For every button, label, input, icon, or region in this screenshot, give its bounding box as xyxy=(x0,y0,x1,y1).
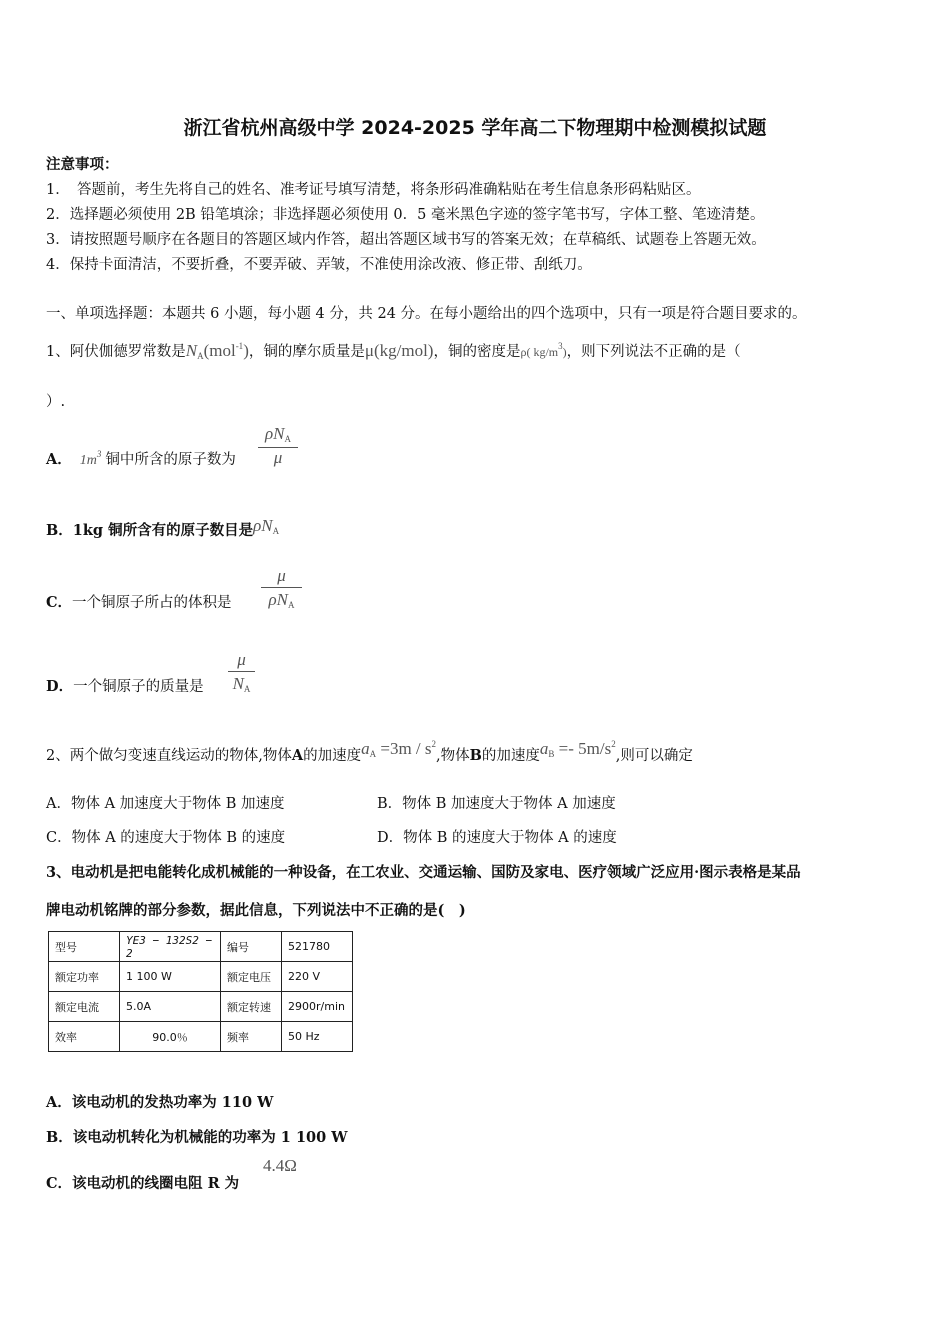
q1-stem-c: ，铜的密度是 xyxy=(433,344,521,360)
q1-option-a[interactable]: A． $1m^3$ 铜中所含的原子数为 xyxy=(46,449,236,468)
q1-option-c[interactable]: C．一个铜原子所占的体积是 xyxy=(46,594,232,611)
page-title: 浙江省杭州高级中学 2024-2025 学年高二下物理期中检测模拟试题 xyxy=(183,117,767,139)
q2-option-c[interactable]: C．物体 A 的速度大于物体 B 的速度 xyxy=(46,830,286,846)
table-row: 型号 YE3 − 132S2 − 2 编号 521780 xyxy=(49,932,353,962)
table-row: 效率 90.0％ 频率 50 Hz xyxy=(49,1022,353,1052)
table-row: 额定电流 5.0A 额定转速 2900r/min xyxy=(49,992,353,1022)
q1-stem-b: ，铜的摩尔质量是 xyxy=(248,344,365,360)
note-item-4: 4．保持卡面清洁，不要折叠，不要弄破、弄皱，不准使用涂改液、修正带、刮纸刀。 xyxy=(46,257,592,273)
q3-option-c[interactable]: C．该电动机的线圈电阻 R 为 xyxy=(46,1175,240,1192)
q2-option-a[interactable]: A．物体 A 加速度大于物体 B 加速度 xyxy=(46,796,285,812)
q3-option-c-value: 4.4Ω xyxy=(263,1156,297,1175)
q1-stem xyxy=(46,340,741,361)
note-item-3: 3．请按照题号顺序在各题目的答题区域内作答，超出答题区域书写的答案无效；在草稿纸、试题卷上答题无效。 xyxy=(46,232,766,248)
q1-option-b[interactable]: B．1kg 铜所含有的原子数目是$\rho N_A$ xyxy=(46,516,280,539)
q1-na-symbol: $N_A(mol^{-1})$ xyxy=(185,341,249,361)
q1-rho-symbol: ρ( $kg/m^3$) xyxy=(520,341,567,359)
q3-option-a[interactable]: A．该电动机的发热功率为 110 W xyxy=(46,1094,274,1111)
table-row: 额定功率 1 100 W 额定电压 220 V xyxy=(49,962,353,992)
q2-option-b[interactable]: B．物体 B 加速度大于物体 A 加速度 xyxy=(377,796,616,812)
q1-mu-symbol: μ(kg/mol) xyxy=(364,341,434,360)
q2-stem: 2、两个做匀变速直线运动的物体,物体A的加速度$a_A =3m / s^2$,物体B的加速度$a_B =- 5m/s^2$,则可以确定 xyxy=(46,739,693,764)
note-item-2: 2．选择题必须使用 2B 铅笔填涂；非选择题必须使用 0．5 毫米黑色字迹的签字笔书写，字体工整、笔迹清楚。 xyxy=(46,207,765,223)
q1-stem-a: 1、阿伏伽德罗常数是 xyxy=(46,344,186,360)
q1-stem-end: ）. xyxy=(46,394,66,410)
q1-option-c-fraction: μ $\rho N_A$ xyxy=(261,566,302,612)
section-1-heading: 一、单项选择题：本题共 6 小题，每小题 4 分，共 24 分。在每小题给出的四个选项中，只有一项是符合题目要求的。 xyxy=(46,306,807,322)
q2-option-d[interactable]: D．物体 B 的速度大于物体 A 的速度 xyxy=(377,830,617,846)
q2-aa-expr: $a_A =3m / s^2$ xyxy=(361,739,437,759)
q1-m3-symbol: $1m^3$ xyxy=(79,449,102,468)
notes-heading: 注意事项： xyxy=(46,156,119,173)
q3-stem-line-2: 牌电动机铭牌的部分参数，据此信息，下列说法中不正确的是( ) xyxy=(46,902,466,919)
q1-option-a-fraction: $\rho N_A$ μ xyxy=(258,424,298,468)
q1-option-d-fraction: μ $N_A$ xyxy=(228,650,255,696)
q1-option-d[interactable]: D．一个铜原子的质量是 xyxy=(46,678,204,695)
q2-ab-expr: $a_B =- 5m/s^2$ xyxy=(539,739,616,759)
note-item-1: 1． 答题前，考生先将自己的姓名、准考证号填写清楚，将条形码准确粘贴在考生信息条形码粘贴区。 xyxy=(46,182,701,198)
q3-option-b[interactable]: B．该电动机转化为机械能的功率为 1 100 W xyxy=(46,1129,348,1146)
q3-stem-line-1: 3、电动机是把电能转化成机械能的一种设备，在工农业、交通运输、国防及家电、医疗领域广泛应用·图示表格是某品 xyxy=(46,864,801,881)
q1-option-b-expr: $\rho N_A$ xyxy=(253,516,280,536)
q1-stem-d: ，则下列说法不正确的是（ xyxy=(566,344,741,360)
motor-spec-table xyxy=(48,931,353,1052)
